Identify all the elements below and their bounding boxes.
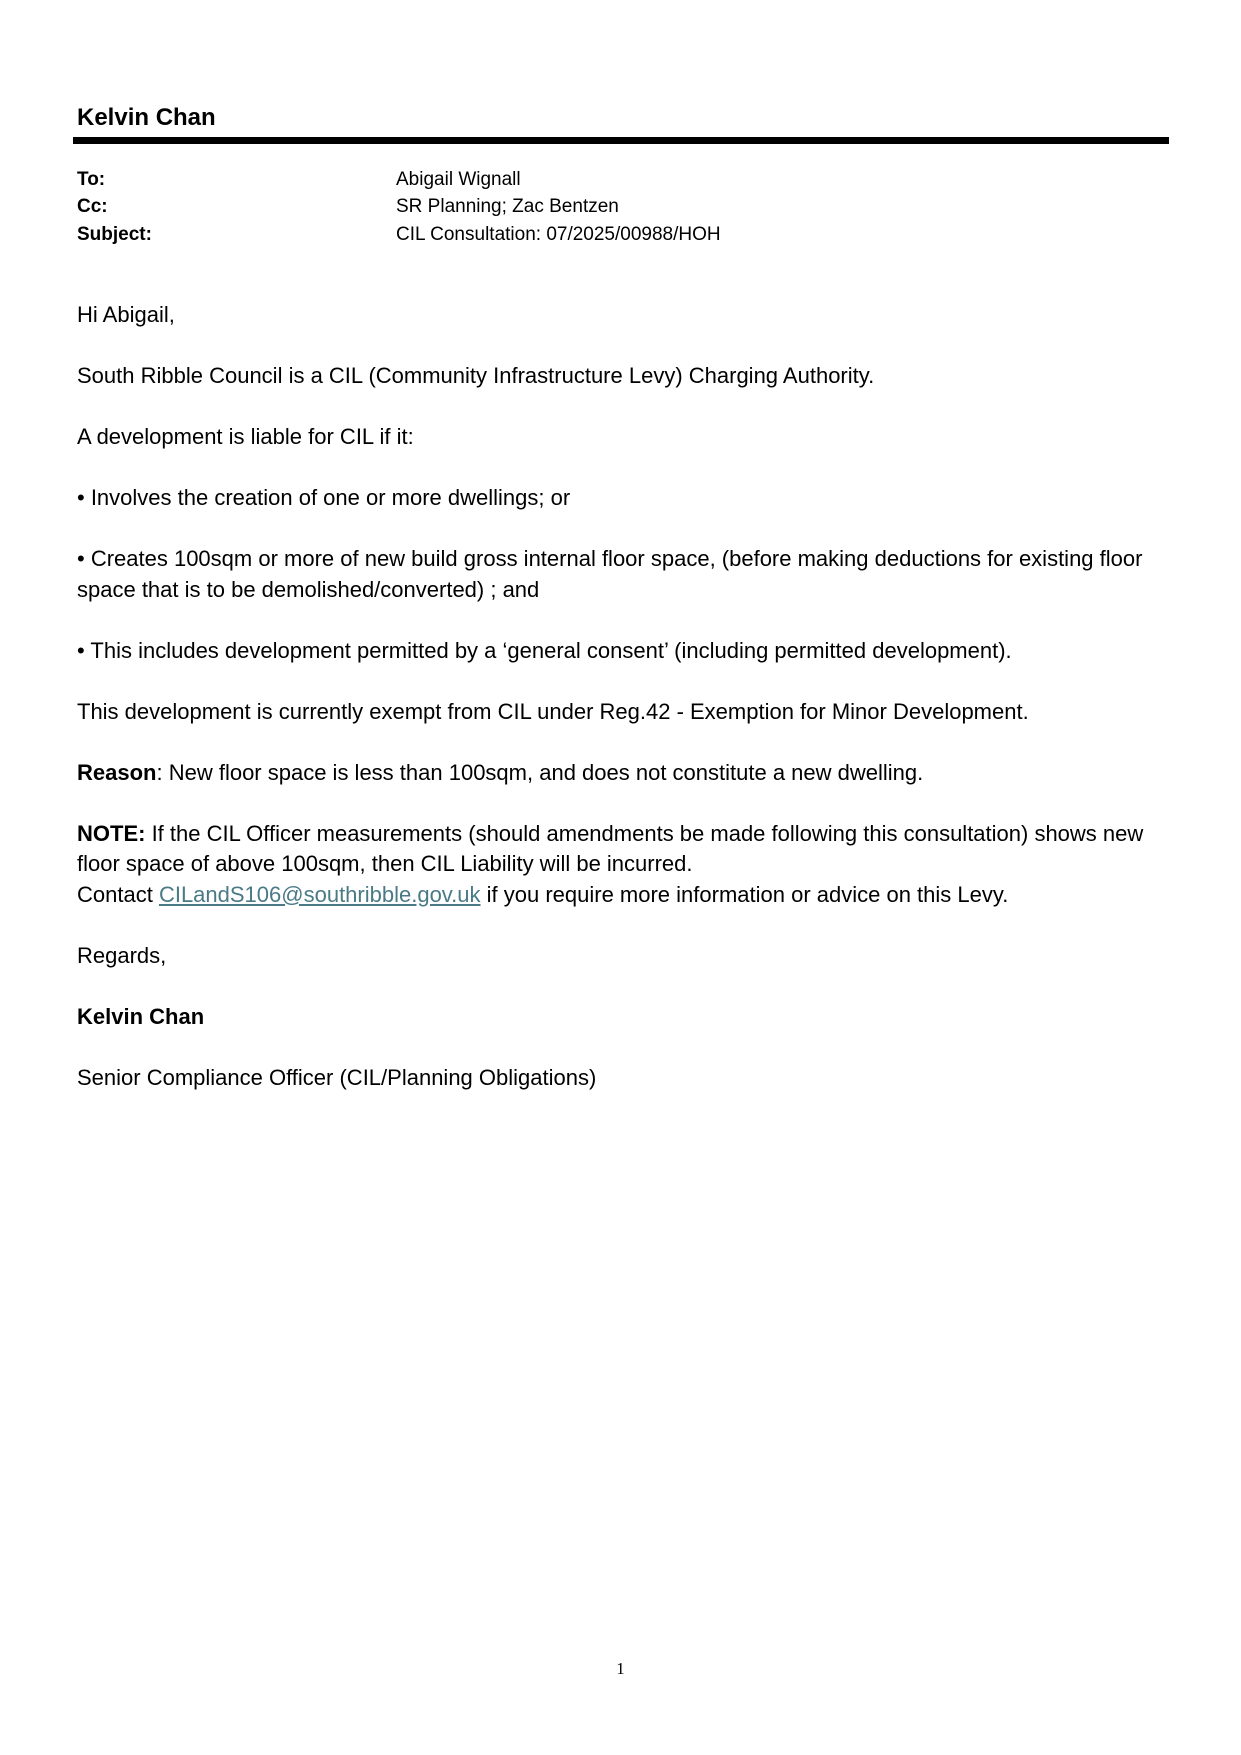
contact-email-link[interactable]: CILandS106@southribble.gov.uk: [158, 881, 481, 907]
email-body: [77, 300, 1177, 1124]
email-header-fields: [77, 166, 1157, 249]
exemption-paragraph: This development is currently exempt from CIL under Reg.42 - Exemption for Minor Development.: [77, 698, 1029, 724]
signature-name: Kelvin Chan: [77, 1003, 205, 1029]
contact-paragraph: [77, 880, 1177, 911]
list-item: • Creates 100sqm or more of new build gross internal floor space, (before making deductions for existing floor space that is to be demolished/converted) ; and: [77, 546, 1143, 602]
contact-prefix: Contact: [77, 881, 159, 907]
list-item: • This includes development permitted by a ‘general consent’ (including permitted development).: [77, 637, 1012, 663]
to-label: To:: [77, 168, 106, 190]
to-row: [77, 166, 1157, 194]
cc-label: Cc:: [77, 196, 108, 218]
signoff: Regards,: [77, 942, 167, 968]
header-divider: [73, 137, 1169, 144]
page-number: 1: [616, 1659, 625, 1678]
reason-paragraph: [77, 758, 1177, 789]
note-text: If the CIL Officer measurements (should amendments be made following this consultation) shows new floor space of above 100sqm, then CIL Liability will be incurred.: [77, 820, 1144, 876]
subject-value: CIL Consultation: 07/2025/00988/HOH: [396, 223, 721, 245]
to-value: Abigail Wignall: [396, 168, 521, 190]
contact-suffix: if you require more information or advice on this Levy.: [480, 881, 1009, 907]
subject-label: Subject:: [77, 223, 152, 245]
cc-row: [77, 194, 1157, 222]
liable-intro: A development is liable for CIL if it:: [77, 424, 414, 449]
subject-row: [77, 221, 1157, 249]
greeting: Hi Abigail,: [77, 302, 175, 327]
cc-value: SR Planning; Zac Bentzen: [396, 196, 619, 218]
list-item: • Involves the creation of one or more dwellings; or: [77, 485, 571, 510]
signature-title: Senior Compliance Officer (CIL/Planning Obligations): [77, 1064, 597, 1090]
liability-bullet-list: [77, 483, 1177, 666]
reason-label: Reason: [77, 759, 157, 785]
reason-text: : New floor space is less than 100sqm, and does not constitute a new dwelling.: [156, 759, 924, 785]
intro-paragraph: South Ribble Council is a CIL (Community Infrastructure Levy) Charging Authority.: [77, 363, 875, 388]
note-paragraph: [77, 819, 1177, 880]
sender-name: Kelvin Chan: [77, 104, 216, 131]
note-label: NOTE:: [77, 820, 146, 846]
